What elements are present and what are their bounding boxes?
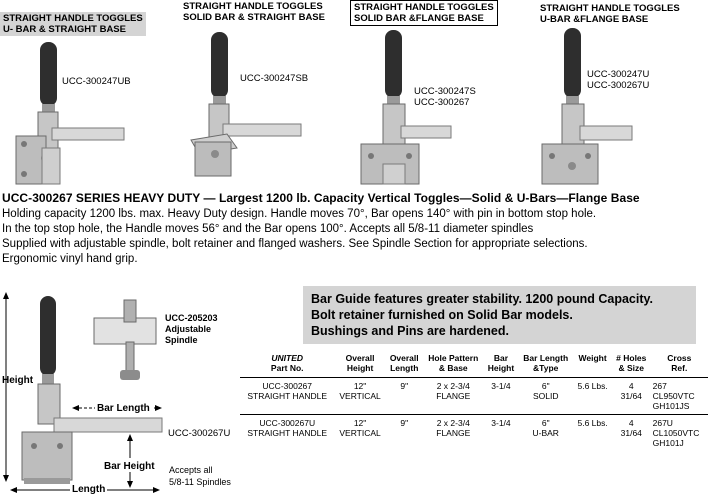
product-2-title: STRAIGHT HANDLE TOGGLES SOLID BAR & STRAIGHT BASE xyxy=(180,0,328,24)
series-headline: UCC-300267 SERIES HEAVY DUTY — Largest 1200 lb. Capacity Vertical Toggles—Solid & U-Bars—Flange Base xyxy=(2,191,640,205)
table-row: UCC-300267 STRAIGHT HANDLE 12" VERTICAL 9" 2 x 2-3/4 FLANGE 3-1/4 6" SOLID 5.6 Lbs. 4 31/64 267 CL950VTC GH101JS xyxy=(240,378,708,415)
col-bar-height: Bar Height xyxy=(484,351,518,378)
product-4-title: STRAIGHT HANDLE TOGGLES U-BAR &FLANGE BASE xyxy=(537,2,683,26)
description-line: Supplied with adjustable spindle, bolt retainer and flanged washers. See Spindle Section for appropriate selections. xyxy=(2,238,588,250)
clamp-photo-4 xyxy=(536,26,636,190)
description-line: In the top stop hole, the Handle moves 56° and the Bar opens 100°. Accepts all 5/8-11 diameter spindles xyxy=(2,223,534,235)
product-1-model: UCC-300247UB xyxy=(62,76,131,87)
clamp-photo-1 xyxy=(12,40,127,188)
feature-box: Bar Guide features greater stability. 1200 pound Capacity. Bolt retainer furnished on Solid Bar models. Bushings and Pins are hardened. xyxy=(303,286,696,344)
table-row: UCC-300267U STRAIGHT HANDLE 12" VERTICAL 9" 2 x 2-3/4 FLANGE 3-1/4 6" U-BAR 5.6 Lbs. 4 31/64 267U CL1050VTC GH101J xyxy=(247,418,700,448)
spec-table xyxy=(240,351,708,451)
col-bar-length: Bar Length &Type xyxy=(518,351,573,378)
col-cross-ref: Cross Ref. xyxy=(651,351,708,378)
spindle-label: UCC-205203 Adjustable Spindle xyxy=(165,313,218,345)
product-1-title: STRAIGHT HANDLE TOGGLES U- BAR & STRAIGHT BASE xyxy=(0,12,146,36)
col-part-no: UNITED Part No. xyxy=(240,351,334,378)
bar-length-label: Bar Length xyxy=(97,403,150,414)
col-overall-length: Overall Length xyxy=(386,351,423,378)
col-weight: Weight xyxy=(573,351,612,378)
clamp-photo-3 xyxy=(355,28,455,190)
diagram-model-label: UCC-300267U xyxy=(168,428,231,439)
col-holes-size: # Holes & Size xyxy=(612,351,651,378)
table-header-row xyxy=(240,351,708,378)
product-2-model: UCC-300247SB xyxy=(240,73,309,84)
height-label: Height xyxy=(2,375,34,386)
product-3-model-a: UCC-300247S xyxy=(414,86,476,97)
description-line: Holding capacity 1200 lbs. max. Heavy Duty design. Handle moves 70°, Bar opens 140° with pin in bottom stop hole. xyxy=(2,208,597,220)
col-hole-pattern: Hole Pattern & Base xyxy=(423,351,484,378)
length-label: Length xyxy=(72,484,106,495)
clamp-photo-2 xyxy=(185,30,305,180)
col-overall-height: Overall Height xyxy=(334,351,385,378)
product-3-title: STRAIGHT HANDLE TOGGLES SOLID BAR &FLANGE BASE xyxy=(350,0,498,26)
product-3-model-b: UCC-300267 xyxy=(414,97,470,108)
accepts-spindles-label: Accepts all 5/8-11 Spindles xyxy=(169,465,231,487)
bar-height-label: Bar Height xyxy=(104,461,155,472)
product-4-model-a: UCC-300247U xyxy=(587,69,650,80)
description-line: Ergonomic vinyl hand grip. xyxy=(2,253,138,265)
product-4-model-b: UCC-300267U xyxy=(587,80,650,91)
series-description xyxy=(2,207,596,267)
